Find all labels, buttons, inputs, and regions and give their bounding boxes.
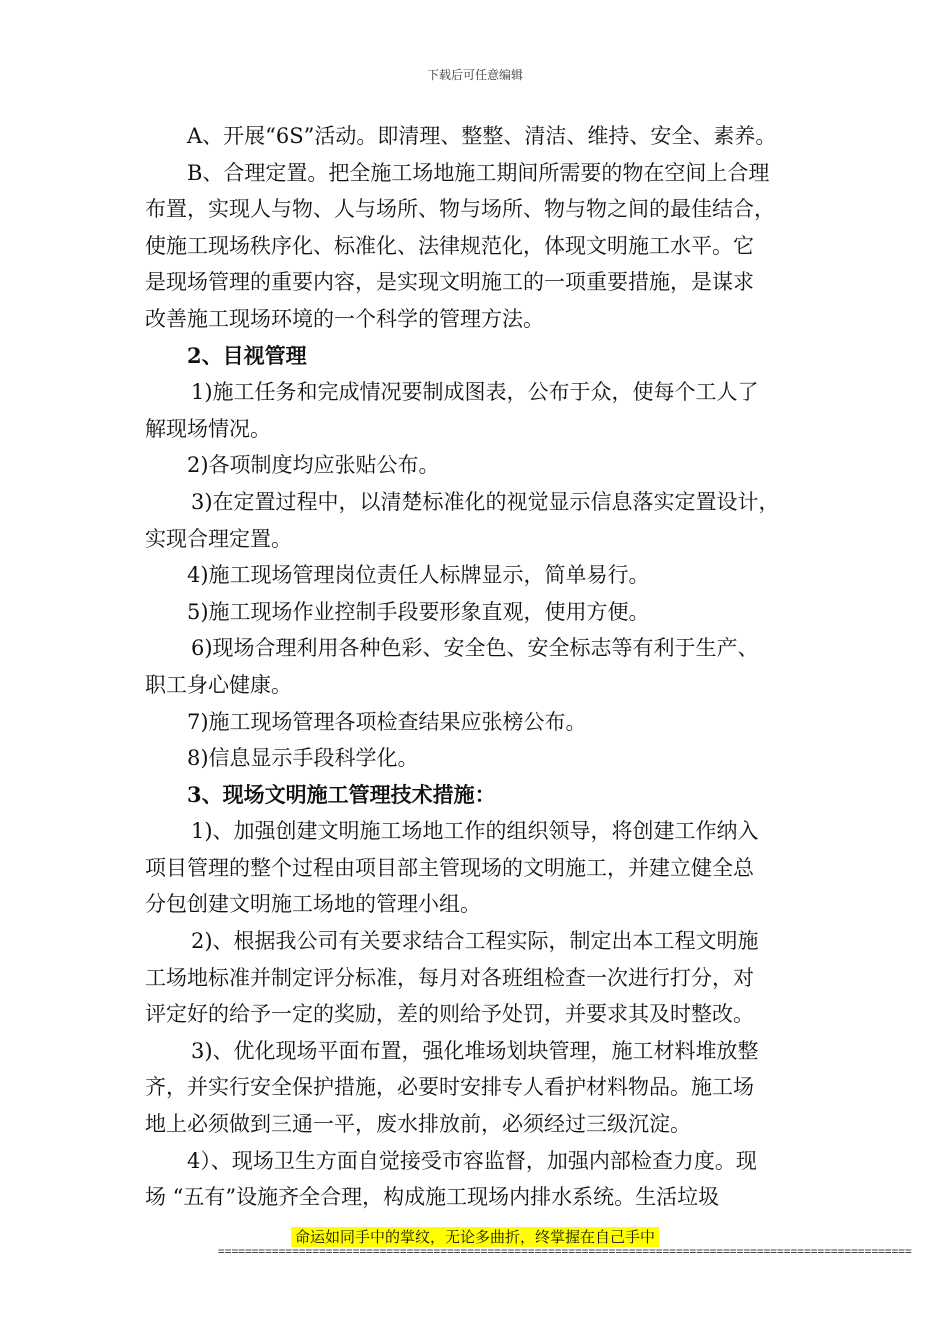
paragraph-line: 评定好的给予一定的奖励，差的则给予处罚，并要求其及时整改。 [145, 1002, 754, 1027]
paragraph-line: 1)施工任务和完成情况要制成图表，公布于众，使每个工人了 [191, 380, 759, 405]
paragraph-line: B、合理定置。把全施工场地施工期间所需要的物在空间上合理 [187, 160, 770, 185]
paragraph-line: 1)、加强创建文明施工场地工作的组织领导，将创建工作纳入 [191, 819, 759, 844]
paragraph-line: 地上必须做到三通一平，废水排放前，必须经过三级沉淀。 [145, 1112, 691, 1137]
paragraph-line: 3)在定置过程中，以清楚标准化的视觉显示信息落实定置设计， [191, 489, 780, 514]
footer-motto: 命运如同手中的掌纹，无论多曲折，终掌握在自己手中 [291, 1227, 659, 1247]
paragraph-line: 齐，并实行安全保护措施，必要时安排专人看护材料物品。施工场 [145, 1075, 754, 1100]
paragraph-line: 7)施工现场管理各项检查结果应张榜公布。 [187, 709, 587, 734]
document-body [145, 118, 825, 1216]
paragraph-line: 布置，实现人与物、人与场所、物与场所、物与物之间的最佳结合， [145, 197, 775, 222]
paragraph-line: 5)施工现场作业控制手段要形象直观，使用方便。 [187, 599, 650, 624]
paragraph-line: 2)各项制度均应张贴公布。 [187, 453, 440, 478]
paragraph-line: 6)现场合理利用各种色彩、安全色、安全标志等有利于生产、 [191, 636, 759, 661]
paragraph-line: 使施工现场秩序化、标准化、法律规范化，体现文明施工水平。它 [145, 233, 754, 258]
section-heading: 3、现场文明施工管理技术措施： [187, 781, 496, 807]
paragraph-line: 项目管理的整个过程由项目部主管现场的文明施工，并建立健全总 [145, 855, 754, 880]
paragraph-line: 4)施工现场管理岗位责任人标牌显示，简单易行。 [187, 563, 650, 588]
paragraph-line: 场 “五有”设施齐全合理，构成施工现场内排水系统。生活垃圾 [145, 1185, 720, 1210]
paragraph-line: 职工身心健康。 [145, 672, 292, 697]
paragraph-line: 2)、根据我公司有关要求结合工程实际，制定出本工程文明施 [191, 929, 759, 954]
paragraph-line: 实现合理定置。 [145, 526, 292, 551]
paragraph-line: 4）、现场卫生方面自觉接受市容监督，加强内部检查力度。现 [187, 1148, 757, 1173]
paragraph-line: 工场地标准并制定评分标准，每月对各班组检查一次进行打分，对 [145, 965, 754, 990]
page-header: 下载后可任意编辑 [426, 68, 523, 82]
paragraph-line: A、开展“6S”活动。即清理、整整、清洁、维持、安全、素养。 [187, 124, 777, 148]
paragraph-line: 解现场情况。 [145, 416, 271, 441]
paragraph-line: 3)、优化现场平面布置，强化堆场划块管理，施工材料堆放整 [191, 1038, 759, 1063]
paragraph-line: 分包创建文明施工场地的管理小组。 [145, 892, 481, 917]
paragraph-line: 是现场管理的重要内容，是实现文明施工的一项重要措施，是谋求 [145, 270, 754, 295]
section-heading: 2、目视管理 [187, 342, 307, 368]
paragraph-line: 8)信息显示手段科学化。 [187, 746, 419, 771]
paragraph-line: 改善施工现场环境的一个科学的管理方法。 [145, 306, 544, 331]
footer-divider: ======================================================================================================= [218, 1245, 912, 1258]
